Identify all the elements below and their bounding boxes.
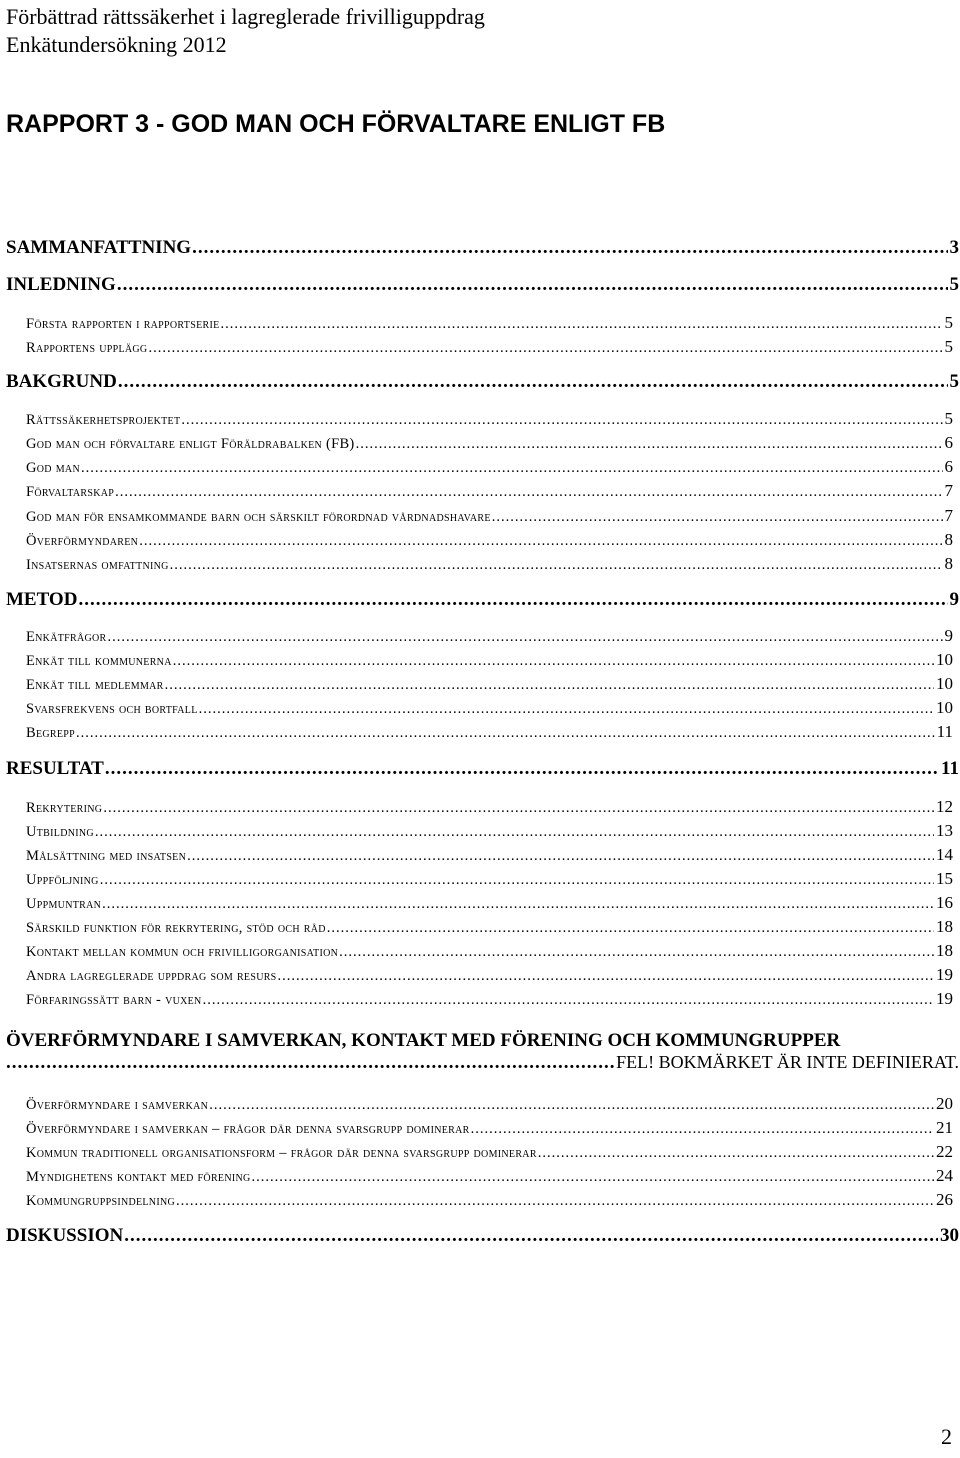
page-title: RAPPORT 3 - GOD MAN OCH FÖRVALTARE ENLIGT FB: [6, 110, 666, 138]
toc-entry-page: 13: [936, 821, 953, 840]
toc-entry[interactable]: [26, 674, 953, 694]
toc-entry[interactable]: [26, 650, 953, 670]
toc-entry-page: 5: [949, 371, 959, 392]
toc-entry-leader: [95, 824, 934, 841]
toc-entry-text: Uppföljning: [26, 872, 99, 888]
toc-entry-page: 7: [944, 506, 953, 525]
toc-entry[interactable]: [26, 917, 953, 937]
toc-entry[interactable]: [26, 506, 953, 526]
toc-entry-page: 16: [936, 893, 953, 912]
toc-entry-long[interactable]: [6, 1030, 959, 1074]
toc-entry-page: 20: [936, 1094, 953, 1113]
toc-entry-leader: [181, 412, 942, 429]
toc-entry-leader: [173, 653, 934, 670]
toc-entry[interactable]: [26, 530, 953, 550]
header-line-1: Förbättrad rättssäkerhet i lagreglerade frivilliguppdrag: [6, 4, 485, 29]
toc-entry-leader: [192, 237, 947, 259]
toc-entry-text: Begrepp: [26, 725, 76, 741]
toc-entry[interactable]: [26, 1166, 953, 1186]
toc-entry-leader: [100, 872, 934, 889]
toc-entry-leader: [339, 944, 934, 961]
toc-entry[interactable]: [26, 965, 953, 985]
toc-entry-text: RESULTAT: [6, 758, 104, 779]
toc-entry[interactable]: [6, 371, 959, 393]
toc-entry-leader: [102, 896, 934, 913]
toc-entry[interactable]: [26, 989, 953, 1009]
toc-entry-page: 8: [944, 554, 953, 573]
toc-entry-page: 11: [936, 722, 953, 741]
toc-entry-page: 10: [936, 674, 953, 693]
page-number: 2: [941, 1424, 952, 1449]
toc-entry-page: 5: [944, 337, 953, 356]
toc-entry[interactable]: [6, 237, 959, 259]
toc-entry-page: 18: [936, 941, 953, 960]
toc-entry-text: Särskild funktion för rekrytering, stöd och råd: [26, 920, 326, 936]
toc-entry-leader: [124, 1225, 938, 1247]
toc-entry[interactable]: [26, 821, 953, 841]
toc-entry-page: 12: [936, 797, 953, 816]
toc-entry-page: 18: [936, 917, 953, 936]
toc-entry-leader: [103, 800, 934, 817]
toc-entry-page: 19: [936, 989, 953, 1008]
toc-entry-page: 22: [936, 1142, 953, 1161]
header-line-2: Enkätundersökning 2012: [6, 32, 227, 57]
toc-entry-text: DISKUSSION: [6, 1225, 124, 1246]
toc-entry-text: Första rapporten i rapportserie: [26, 316, 220, 332]
toc-entry[interactable]: [26, 941, 953, 961]
toc-entry-page: 21: [936, 1118, 953, 1137]
toc-entry-leader: [117, 274, 948, 296]
toc-entry-text: Svarsfrekvens och bortfall: [26, 701, 198, 717]
toc-entry-text: Överförmyndaren: [26, 533, 139, 549]
toc-entry-text: Kommungruppsindelning: [26, 1193, 176, 1209]
toc-entry-leader: [176, 1193, 934, 1210]
toc-entry-text: Överförmyndare i samverkan: [26, 1097, 209, 1113]
toc-entry-leader: [78, 589, 947, 611]
toc-entry[interactable]: [26, 845, 953, 865]
toc-entry-text: Insatsernas omfattning: [26, 557, 169, 573]
toc-entry[interactable]: [26, 457, 953, 477]
toc-entry-text: Rekrytering: [26, 800, 103, 816]
toc-entry[interactable]: [26, 409, 953, 429]
toc-entry[interactable]: [26, 1190, 953, 1210]
toc-entry-text: Överförmyndare i samverkan – frågor där denna svarsgrupp dominerar: [26, 1121, 470, 1137]
toc-entry-page: 30: [940, 1225, 959, 1246]
toc-entry-page: 26: [936, 1190, 953, 1209]
toc-entry[interactable]: [26, 433, 953, 453]
toc-entry-text: Rättssäkerhetsprojektet: [26, 412, 181, 428]
toc-entry-page: 9: [944, 626, 953, 645]
toc-entry-text: SAMMANFATTNING: [6, 237, 192, 258]
toc-entry-leader: [221, 316, 943, 333]
toc-entry-leader: [199, 701, 934, 718]
toc-entry-text: Målsättning med insatsen: [26, 848, 187, 864]
toc-entry-leader: [118, 371, 948, 393]
toc-entry[interactable]: [26, 698, 953, 718]
toc-entry-page: 19: [936, 965, 953, 984]
toc-entry-text: Andra lagreglerade uppdrag som resurs: [26, 968, 277, 984]
toc-entry-leader: [81, 460, 943, 477]
toc-entry-leader: [148, 340, 942, 357]
toc-entry-page: 5: [944, 409, 953, 428]
toc-entry-page: 5: [944, 313, 953, 332]
toc-entry-text: Enkät till kommunerna: [26, 653, 172, 669]
toc-entry-text: Förvaltarskap: [26, 484, 115, 500]
toc-entry-page: 5: [949, 274, 959, 295]
toc-entry-leader: [492, 509, 943, 526]
toc-entry-text: Kontakt mellan kommun och frivilligorganisation: [26, 944, 339, 960]
toc-entry-page: 10: [936, 650, 953, 669]
toc-entry-leader: [6, 1052, 616, 1074]
toc-entry[interactable]: [26, 869, 953, 889]
toc-entry-page: 8: [944, 530, 953, 549]
toc-entry-text: God man för ensamkommande barn och särskilt förordnad vårdnadshavare: [26, 509, 491, 525]
toc-entry[interactable]: [26, 1142, 953, 1162]
toc-entry-page: 11: [941, 758, 959, 779]
toc-entry-text: INLEDNING: [6, 274, 116, 295]
toc-entry[interactable]: [6, 1225, 959, 1247]
toc-entry-page: 9: [949, 589, 959, 610]
toc-entry-text: God man och förvaltare enligt Föräldrabalken (FB): [26, 436, 355, 452]
toc-entry-leader: [356, 436, 943, 453]
toc-entry-leader: [170, 557, 943, 574]
toc-entry-leader: [165, 677, 934, 694]
toc-entry[interactable]: [6, 758, 959, 780]
toc-entry-leader: [278, 968, 934, 985]
toc-entry-text: ÖVERFÖRMYNDARE I SAMVERKAN, KONTAKT MED FÖRENING OCH KOMMUNGRUPPER: [6, 1030, 841, 1051]
toc-entry-text: METOD: [6, 589, 78, 610]
toc-entry[interactable]: [26, 1094, 953, 1114]
toc-entry[interactable]: [26, 554, 953, 574]
toc-entry-leader: [471, 1121, 934, 1138]
toc-entry[interactable]: [26, 893, 953, 913]
toc-entry-leader: [76, 725, 935, 742]
toc-entry-leader-row: [6, 1052, 959, 1074]
toc-entry[interactable]: [26, 1118, 953, 1138]
toc-entry-text: Kommun traditionell organisationsform – frågor där denna svarsgrupp dominerar: [26, 1145, 537, 1161]
toc-entry[interactable]: [26, 626, 953, 646]
toc-entry-text: BAKGRUND: [6, 371, 117, 392]
toc-entry-page: 15: [936, 869, 953, 888]
toc-entry-text: Förfaringssätt barn - vuxen: [26, 992, 202, 1008]
toc-entry-text: Enkät till medlemmar: [26, 677, 164, 693]
toc-entry-text: God man: [26, 460, 80, 476]
toc-entry[interactable]: [26, 797, 953, 817]
toc-entry-leader: [327, 920, 934, 937]
toc-entry-leader: [115, 484, 942, 501]
toc-entry-leader: [538, 1145, 934, 1162]
toc-entry-text: Rapportens upplägg: [26, 340, 148, 356]
toc-entry-page: 10: [936, 698, 953, 717]
toc-entry[interactable]: [26, 481, 953, 501]
toc-entry-leader: [187, 848, 934, 865]
toc-entry[interactable]: [26, 337, 953, 357]
toc-entry-text: Uppmuntran: [26, 896, 102, 912]
toc-entry[interactable]: [6, 589, 959, 611]
toc-entry[interactable]: [6, 274, 959, 296]
toc-entry[interactable]: [26, 313, 953, 333]
toc-entry-text: Enkätfrågor: [26, 629, 107, 645]
toc-entry-leader: [203, 992, 934, 1009]
toc-entry-page: 7: [944, 481, 953, 500]
toc-entry-text: Myndighetens kontakt med förening: [26, 1169, 251, 1185]
toc-entry-leader: [108, 629, 943, 646]
toc-entry-page: 6: [944, 433, 953, 452]
toc-entry-leader: [139, 533, 942, 550]
toc-entry-leader: [252, 1169, 934, 1186]
toc-entry-page: 24: [936, 1166, 953, 1185]
toc-entry-text: Utbildning: [26, 824, 94, 840]
toc-entry-error: FEL! BOKMÄRKET ÄR INTE DEFINIERAT.: [616, 1052, 959, 1072]
toc-entry-page: 14: [936, 845, 953, 864]
toc-entry-page: 6: [944, 457, 953, 476]
toc-entry-leader: [105, 758, 939, 780]
toc-entry-leader: [209, 1097, 934, 1114]
toc-entry[interactable]: [26, 722, 953, 742]
toc-entry-page: 3: [949, 237, 959, 258]
